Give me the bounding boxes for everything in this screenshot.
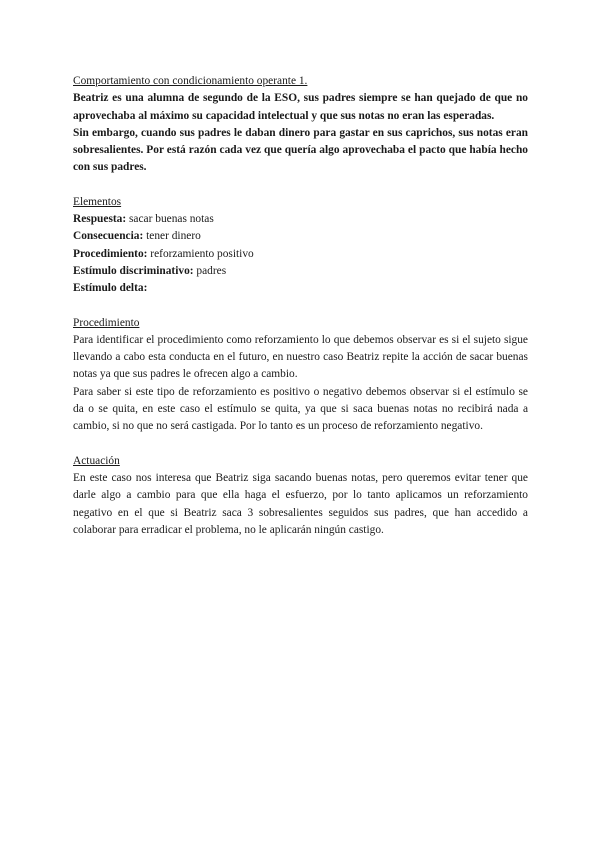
procedimiento-paragraph-2: Para saber si este tipo de reforzamiento es positivo o negativo debemos observar si el estímulo se da o se quita, en este caso el estímulo se quita, ya que si saca buenas notas no recibirá nada a cambio, si no que no será castigada. Por lo tanto es un proceso de reforzamiento negativo. — [73, 385, 528, 433]
elemento-key: Estímulo discriminativo: — [73, 264, 194, 277]
elemento-value: padres — [193, 264, 227, 277]
document-page — [73, 73, 528, 539]
elemento-value: reforzamiento positivo — [147, 247, 254, 260]
procedimiento-heading: Procedimiento — [73, 316, 140, 329]
elementos-heading: Elementos — [73, 195, 122, 208]
document-title: Comportamiento con condicionamiento operante 1. — [73, 75, 308, 87]
elemento-key: Estímulo delta: — [73, 282, 148, 295]
spacer — [73, 177, 528, 194]
spacer — [73, 436, 528, 453]
intro-paragraph-1: Beatriz es una alumna de segundo de la ESO, sus padres siempre se han quejado de que no aprovechaba al máximo su capacidad intelectual y que sus notas no eran las esperadas. — [73, 92, 528, 122]
elemento-key: Consecuencia: — [73, 230, 144, 243]
intro-paragraph-2: Sin embargo, cuando sus padres le daban dinero para gastar en sus caprichos, sus notas eran sobresalientes. Por está razón cada vez que quería algo aprovechaba el pacto que había hecho con sus padres. — [73, 126, 528, 174]
elemento-procedimiento — [73, 246, 528, 263]
spacer — [73, 298, 528, 315]
elemento-value: tener dinero — [143, 230, 201, 243]
elemento-key: Procedimiento: — [73, 247, 148, 260]
elemento-respuesta — [73, 211, 528, 228]
elemento-key: Respuesta: — [73, 213, 127, 226]
actuacion-heading: Actuación — [73, 454, 120, 467]
elemento-value: sacar buenas notas — [126, 213, 214, 226]
elemento-estimulo-discriminativo — [73, 263, 528, 280]
elemento-consecuencia — [73, 228, 528, 245]
elemento-estimulo-delta — [73, 280, 528, 297]
actuacion-paragraph-1: En este caso nos interesa que Beatriz siga sacando buenas notas, pero queremos evitar tener que darle algo a cambio para que ella haga el esfuerzo, por lo tanto aplicamos un reforzamiento negativo en el que si Beatriz saca 3 sobresalientes seguidos sus padres, que han accedido a colaborar para erradicar el problema, no le aplicarán ningún castigo. — [73, 471, 528, 536]
procedimiento-paragraph-1: Para identificar el procedimiento como reforzamiento lo que debemos observar es si el sujeto sigue llevando a cabo esta conducta en el futuro, en nuestro caso Beatriz repite la acción de sacar buenas notas ya que sus padres le ofrecen algo a cambio. — [73, 333, 528, 381]
